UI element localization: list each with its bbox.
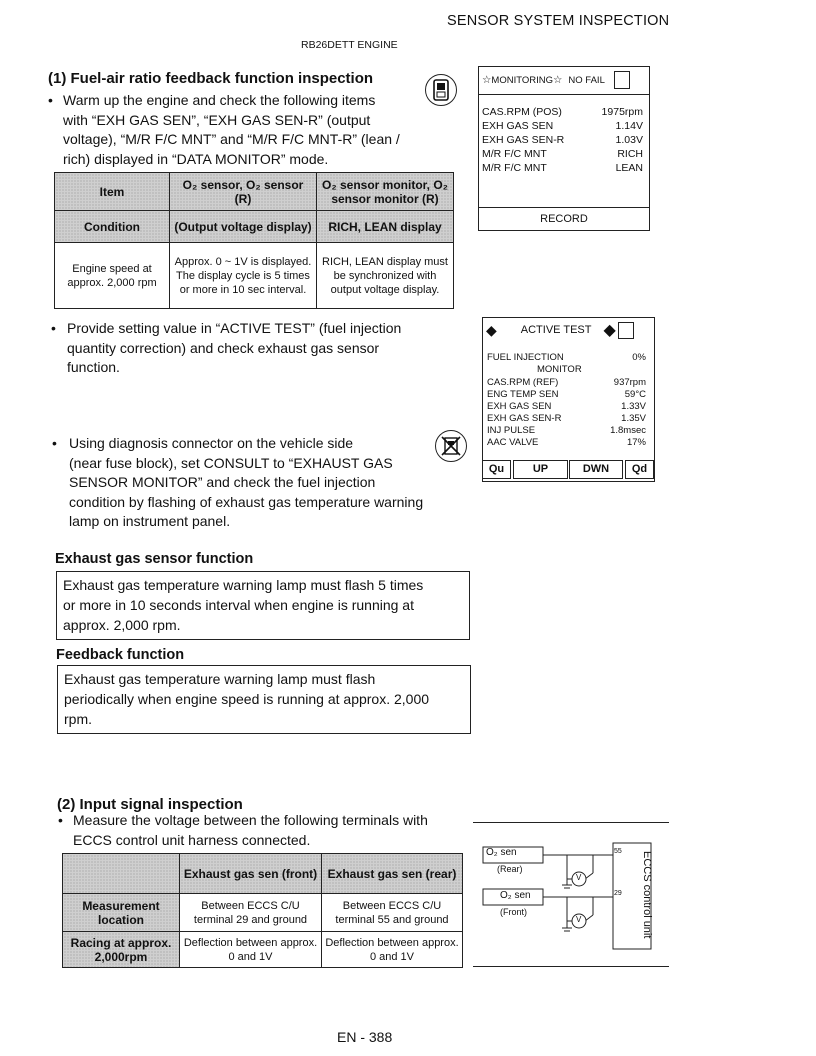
fuel-injection-value: 0% [632,352,646,363]
feedback-function-box [57,665,471,734]
bullet2-line: quantity correction) and check exhaust gas sensor [67,339,380,356]
racing-rear: Deflection between approx. 0 and 1V [322,932,463,968]
fuel-injection-label: FUEL INJECTION [487,352,564,363]
active-row [487,437,646,449]
eccs-label: ECCS control unit [641,851,653,939]
down-button[interactable]: DWN [569,460,623,479]
up-button[interactable]: UP [513,460,568,479]
active-row [487,425,646,437]
terminal-29: 29 [614,890,622,897]
monitor-row-label: M/R F/C MNT [482,162,547,174]
monitor-row [482,161,643,175]
checkbox-icon[interactable] [618,322,634,339]
condition-col1: (Output voltage display) [170,211,317,243]
active-test-rows [483,342,654,449]
racing-label: Racing at approx. 2,000rpm [63,932,180,968]
bullet1-line: voltage), “M/R F/C MNT” and “M/R F/C MNT-R” (lean / [63,131,400,147]
part1-bullet2: • Provide setting value in “ACTIVE TEST” (fuel injection quantity correction) and check exhaust gas sensor function. [51,319,451,378]
page-number: EN - 388 [337,1029,393,1045]
feedback-function-heading: Feedback function [56,647,185,663]
bullet3-line: Using diagnosis connector on the vehicle side [69,435,354,451]
no-consult-icon [435,430,467,462]
active-row-label: ENG TEMP SEN [487,389,559,400]
consult-icon [425,74,457,106]
row-label: Engine speed at approx. 2,000 rpm [55,243,170,309]
star-icon: ☆ [553,74,563,86]
monitor-row-label: M/R F/C MNT [482,148,547,160]
part2-bullet-line: Measure the voltage between the following terminals with [73,812,428,828]
record-button[interactable]: RECORD [479,207,649,230]
active-row-value: 1.35V [621,413,646,424]
header-blank [63,854,180,894]
active-row-label: EXH GAS SEN [487,401,552,412]
active-row-label: INJ PULSE [487,425,536,436]
active-row [487,413,646,425]
exhaust-function-line: approx. 2,000 rpm. [63,617,181,633]
active-row-label: CAS.RPM (REF) [487,377,559,388]
rear-label: (Rear) [497,864,523,874]
monitor-screen [478,66,650,231]
bullet1-line: rich) displayed in “DATA MONITOR” mode. [63,150,329,167]
exhaust-function-box [56,571,470,640]
monitor-row [482,119,643,133]
monitor-row [482,133,643,147]
measurement-rear: Between ECCS C/U terminal 55 and ground [322,894,463,932]
diamond-icon: ◆ [603,322,616,339]
checkbox-icon[interactable] [614,71,630,89]
monitor-row-label: EXH GAS SEN-R [482,134,565,146]
monitor-label: MONITOR [537,364,582,375]
active-row [487,389,646,401]
active-row-value: 59°C [624,389,646,400]
active-row-label: EXH GAS SEN-R [487,413,562,424]
active-row-value: 937rpm [613,377,646,388]
header-o2-monitor: O₂ sensor monitor, O₂ sensor monitor (R) [317,173,454,211]
input-signal-table [62,853,463,968]
header-item: Item [55,173,170,211]
monitor-row-value: 1.03V [615,134,643,146]
monitor-row [482,147,643,161]
front-label: (Front) [500,907,527,917]
active-row-label: AAC VALVE [487,437,539,448]
monitor-title: MONITORING [491,74,553,86]
bullet2-line: function. [67,359,120,375]
bullet1-line: Warm up the engine and check the following items [63,92,376,108]
active-row [487,401,646,413]
row-col2: RICH, LEAN display must be synchronized with output voltage display. [317,243,454,309]
part2-bullet1: • Measure the voltage between the following terminals with ECCS control unit harness connected. [58,811,468,850]
measurement-front: Between ECCS C/U terminal 29 and ground [180,894,322,932]
active-test-title: ACTIVE TEST [520,324,592,336]
active-test-screen [482,317,655,482]
active-row-value: 17% [626,437,646,448]
header-o2-sensor: O₂ sensor, O₂ sensor (R) [170,173,317,211]
bullet3-line: (near fuse block), set CONSULT to “EXHAUST GAS [69,454,393,471]
feedback-function-line: rpm. [64,711,92,727]
voltmeter-icon: V [576,873,582,882]
bullet1-line: with “EXH GAS SEN”, “EXH GAS SEN-R” (output [63,111,371,128]
active-row-value: 1.8msec [610,425,646,436]
header-front: Exhaust gas sen (front) [180,854,322,894]
star-icon: ☆ [482,74,492,86]
monitor-row-value: LEAN [615,162,643,174]
monitor-row-value: RICH [617,148,643,160]
exhaust-function-heading: Exhaust gas sensor function [55,551,254,567]
bullet3-line: SENSOR MONITOR” and check the fuel injection [69,474,376,490]
bullet3-line: condition by flashing of exhaust gas temperature warning [69,493,424,510]
diamond-icon: ◆ [486,321,497,338]
fuel-injection-row [487,352,646,364]
part1-bullet3: • Using diagnosis connector on the vehicle side (near fuse block), set CONSULT to “EXHAUST GAS SENSOR MONITOR” and check the fuel injection condition by flashing of exhaust gas temperature warning lamp on instrument panel. [52,434,462,532]
row-col1: Approx. 0 ~ 1V is displayed. The display cycle is 5 times or more in 10 sec interval. [170,243,317,309]
monitor-row-label: EXH GAS SEN [482,120,554,132]
qu-button[interactable]: Qu [482,460,511,479]
o2-front-label: O₂ sen [500,890,531,901]
exhaust-function-line: Exhaust gas temperature warning lamp must flash 5 times [63,577,424,593]
monitor-status: NO FAIL [568,74,605,86]
bullet2-line: Provide setting value in “ACTIVE TEST” (fuel injection [67,320,402,336]
condition-col2: RICH, LEAN display [317,211,454,243]
monitor-row-value: 1.14V [615,120,643,132]
feedback-function-line: periodically when engine speed is running at approx. 2,000 [64,691,430,707]
part1-heading: (1) Fuel-air ratio feedback function inspection [48,70,374,87]
terminal-55: 55 [614,848,622,855]
monitor-row-value: 1975rpm [601,106,643,118]
wiring-diagram [473,822,669,967]
o2-sensor-table [54,172,454,309]
o2-rear-label: O₂ sen [486,847,517,858]
monitor-row-label: CAS.RPM (POS) [482,106,562,118]
measurement-label: Measurement location [63,894,180,932]
monitor-rows [479,94,649,175]
feedback-function-line: Exhaust gas temperature warning lamp must flash [64,671,376,687]
part1-bullet1: • Warm up the engine and check the following items with “EXH GAS SEN”, “EXH GAS SEN-R” (output voltage), “M/R F/C MNT” and “M/R F/C MNT-R” (lean / rich) displayed in “DATA MONITOR” mode. [48,91,428,169]
active-row-value: 1.33V [621,401,646,412]
active-row [487,377,646,389]
bullet3-line: lamp on instrument panel. [69,513,231,529]
part2-heading: (2) Input signal inspection [57,796,243,813]
condition-label: Condition [55,211,170,243]
header-rear: Exhaust gas sen (rear) [322,854,463,894]
voltmeter-icon: V [576,915,582,924]
qd-button[interactable]: Qd [625,460,654,479]
active-test-title-bar [483,318,654,342]
racing-front: Deflection between approx. 0 and 1V [180,932,322,968]
part2-bullet-line: ECCS control unit harness connected. [73,831,311,848]
monitor-row [482,105,643,119]
section-title: SENSOR SYSTEM INSPECTION [447,13,670,29]
engine-label: RB26DETT ENGINE [301,39,398,51]
exhaust-function-line: or more in 10 seconds interval when engine is running at [63,597,414,613]
monitor-title-bar [479,67,649,90]
